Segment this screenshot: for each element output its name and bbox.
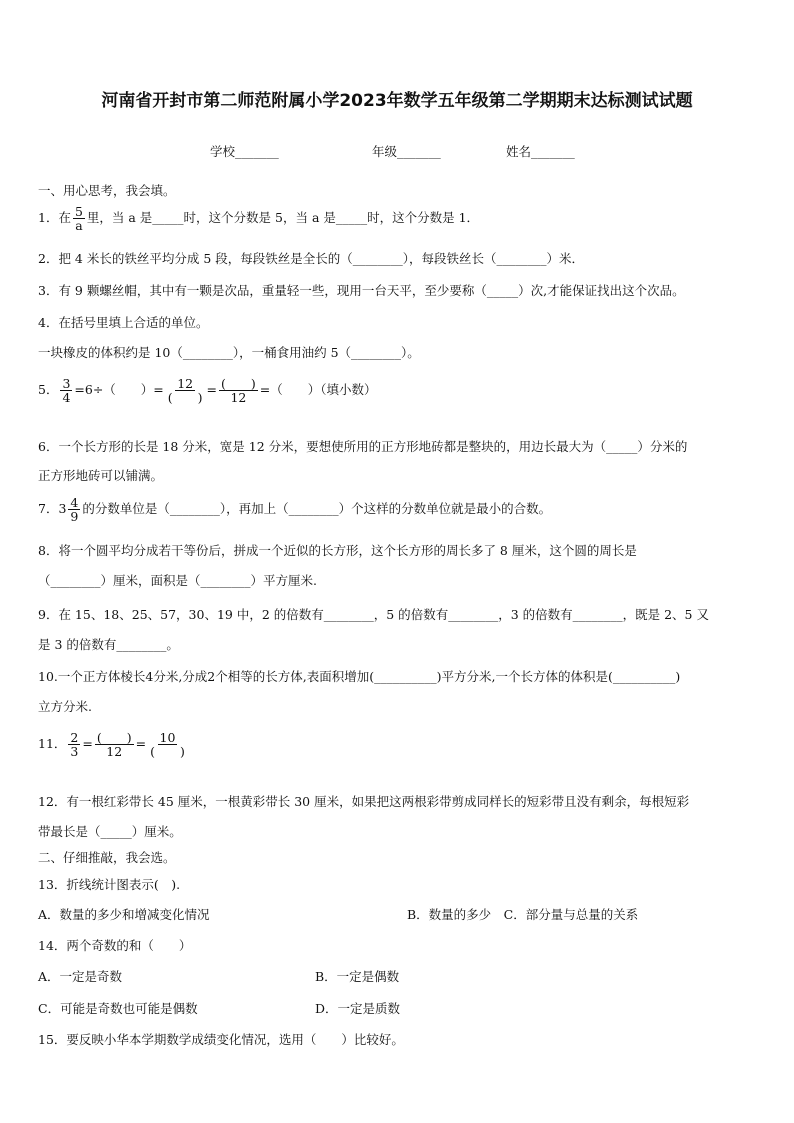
q1-prefix: 1．在 <box>38 210 71 226</box>
q11-f3-denominator: ( ) <box>150 744 185 760</box>
question-7 <box>38 496 551 523</box>
school-field: 学校_______ <box>210 144 279 159</box>
q5-label: 5． <box>38 382 59 398</box>
q7-fraction <box>68 496 80 523</box>
question-9: 9．在 15、18、25、57，30、19 中，2 的倍数有________，5 的倍数有________，3 的倍数有________，既是 2、5 又 <box>38 607 709 622</box>
q14-option-c: C．可能是奇数也可能是偶数 <box>38 1001 198 1016</box>
q13-option-a: A．数量的多少和增减变化情况 <box>38 907 210 922</box>
question-6: 6．一个长方形的长是 18 分米，宽是 12 分米，要想使所用的正方形地砖都是整块的，用边长最大为（_____）分米的 <box>38 439 688 454</box>
q13-option-bc: B．数量的多少 C．部分量与总量的关系 <box>407 907 639 922</box>
question-8: 8．将一个圆平均分成若干等份后，拼成一个近似的长方形，这个长方形的周长多了 8 厘米，这个圆的周长是 <box>38 543 637 558</box>
question-1 <box>38 205 479 232</box>
q5-f2-denominator: ( ) <box>167 390 203 406</box>
name-field: 姓名_______ <box>506 144 575 159</box>
q5-fraction-1 <box>60 377 72 404</box>
q7-suffix: 的分数单位是（________），再加上（________）个这样的分数单位就是最小的合数。 <box>82 501 552 517</box>
question-14: 14．两个奇数的和（ ） <box>38 938 192 953</box>
grade-field: 年级_______ <box>372 144 441 159</box>
q1-numerator: 5 <box>74 204 83 219</box>
q7-numerator: 4 <box>70 495 79 510</box>
question-12: 12．有一根红彩带长 45 厘米，一根黄彩带长 30 厘米，如果把这两根彩带剪成同样长的短彩带且没有剩余，每根短彩 <box>38 794 690 809</box>
question-10: 10.一个正方体棱长4分米,分成2个相等的长方体,表面积增加(__________)平方分米,一个长方体的体积是(__________) <box>38 669 681 684</box>
q11-f1-numerator: 2 <box>70 730 79 745</box>
q5-f3-denominator: 12 <box>230 390 247 406</box>
q11-fraction-2 <box>95 731 134 758</box>
q14-option-b: B．一定是偶数 <box>315 969 400 984</box>
q11-fraction-1 <box>68 731 80 758</box>
question-11 <box>38 731 189 758</box>
q11-label: 11． <box>38 736 67 752</box>
q5-fraction-2 <box>166 377 205 404</box>
page-title: 河南省开封市第二师范附属小学2023年数学五年级第二学期期末达标测试试题 <box>101 91 693 111</box>
question-8-cont: （________）厘米，面积是（________）平方厘米. <box>38 573 317 588</box>
q1-denominator: a <box>75 218 83 234</box>
question-9-cont: 是 3 的倍数有________。 <box>38 637 179 652</box>
q5-equals: = <box>206 382 218 398</box>
question-4: 4．在括号里填上合适的单位。 <box>38 315 209 330</box>
q1-fraction <box>73 205 85 232</box>
q11-f2-denominator: 12 <box>106 744 123 760</box>
question-2: 2．把 4 米长的铁丝平均分成 5 段，每段铁丝是全长的（________），每段铁丝长（________）米． <box>38 251 585 266</box>
q11-f1-denominator: 3 <box>70 744 79 760</box>
question-4-detail: 一块橡皮的体积约是 10（________），一桶食用油约 5（________）。 <box>38 345 420 360</box>
q11-equals-2: = <box>135 736 147 752</box>
q5-f1-denominator: 4 <box>62 390 71 406</box>
section-1-heading: 一、用心思考，我会填。 <box>38 183 176 198</box>
q5-f3-numerator: ( ) <box>221 376 256 391</box>
q5-f2-numerator: 12 <box>177 376 194 391</box>
question-12-cont: 带最长是（_____）厘米。 <box>38 824 182 839</box>
q11-f2-numerator: ( ) <box>96 730 132 745</box>
q5-fraction-3 <box>219 377 258 404</box>
section-2-heading: 二、仔细推敲，我会选。 <box>38 850 176 865</box>
q7-denominator: 9 <box>70 509 79 525</box>
q14-option-d: D．一定是质数 <box>315 1001 401 1016</box>
question-10-cont: 立方分米. <box>38 699 92 714</box>
q5-division: =6÷（ ）= <box>74 382 164 398</box>
question-15: 15．要反映小华本学期数学成绩变化情况，选用（ ）比较好。 <box>38 1032 404 1047</box>
q14-option-a: A．一定是奇数 <box>38 969 123 984</box>
q11-f3-numerator: 10 <box>159 730 176 745</box>
question-6-cont: 正方形地砖可以铺满。 <box>38 468 164 483</box>
q7-label: 7． <box>38 501 59 517</box>
q11-equals-1: = <box>82 736 93 752</box>
question-5 <box>38 377 377 404</box>
q11-fraction-3 <box>148 731 187 758</box>
q5-tail: =（ ）（填小数） <box>259 382 377 398</box>
question-13: 13．折线统计图表示( ). <box>38 877 181 892</box>
question-3: 3．有 9 颗螺丝帽，其中有一颗是次品，重量轻一些，现用一台天平，至少要称（_____）次,才能保证找出这个次品。 <box>38 283 685 298</box>
q5-f1-numerator: 3 <box>62 376 71 391</box>
q7-whole: 3 <box>58 501 67 517</box>
q1-suffix: 里，当 a 是_____时，这个分数是 5，当 a 是_____时，这个分数是 1． <box>86 210 480 226</box>
